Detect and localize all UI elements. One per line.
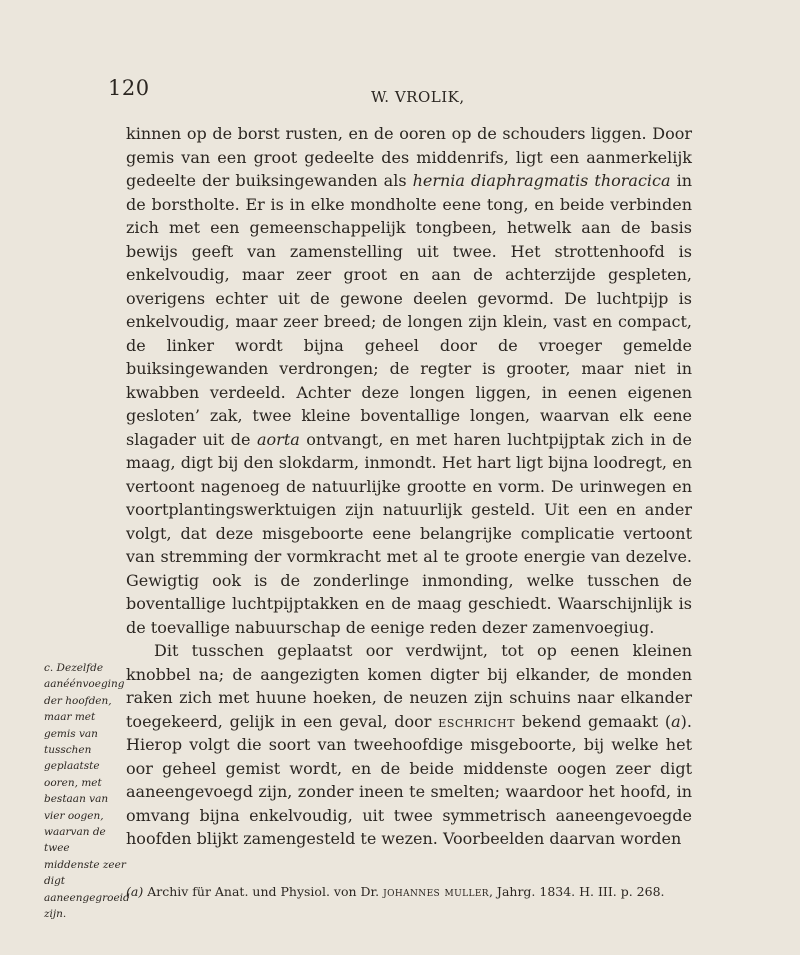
footnote-text-1: Archiv für Anat. und Physiol. von Dr. — [143, 884, 384, 899]
page-number: 120 — [108, 76, 150, 100]
p2-text-1: Dit tusschen geplaatst oor verdwijnt, tot op eenen kleinen knobbel na; de aangezigten komen digter bij elkander, de monden raken zich met huune hoeken, de neuzen zijn schuins naar elkander toegekeerd, gelijk in een geval, door — [126, 641, 692, 731]
footnote-author: johannes muller — [383, 884, 489, 899]
p1-emphasis-aorta: aorta — [257, 429, 300, 449]
footnote-text-2: , Jahrg. 1834. H. III. p. 268. — [488, 884, 665, 899]
footnote — [126, 884, 692, 900]
p1-text-2: in de borstholte. Er is in elke mondholte eene tong, en beide verbinden zich met een gemeenschappelijk tongbeen, hetwelk aan de basis bewijs geeft van zamenstelling uit twee. Het strottenhoofd is enkelvoudig, maar zeer groot en aan de achterzijde gespleten, overigens echter uit de gewone deelen gevormd. De luchtpijp is enkelvoudig, maar zeer breed; de longen zijn klein, vast en compact, de linker wordt bijna geheel door de vroeger gemelde buiksingewanden verdrongen; de regter is grooter, maar niet in kwabben verdeeld. Achter deze longen liggen, in eenen eigenen gesloten’ zak, twee kleine boventallige longen, waarvan elk eene slagader uit de — [126, 171, 692, 449]
p2-text-3: ). Hierop volgt die soort van tweehoofdige misgeboorte, bij welke het oor geheel gemist wordt, en de beide middenste oogen zeer digt aaneengevoegd zijn, zonder ineen te smelten; waardoor het hoofd, in omvang bijna enkelvoudig, uit twee symmetrisch aaneengevoegde hoofden blijkt zamengesteld te wezen. Voorbeelden daarvan worden — [126, 711, 692, 848]
paragraph-2 — [126, 639, 692, 851]
running-head: W. VROLIK, — [371, 88, 465, 106]
marginal-note-text: aanéénvoeging der hoofden, maar met gemis van tusschen geplaatste ooren, met bestaan van vier oogen, waarvan de twee middenste zeer digt aaneengegroeid zijn. — [44, 678, 130, 921]
p1-text-3: ontvangt, en met haren luchtpijptak zich in de maag, digt bij den slokdarm, inmondt. Het hart ligt bijna loodregt, en vertoont nagenoeg de natuurlijke grootte en vorm. De urinwegen en voortplantingswerktuigen zijn natuurlijk gesteld. Uit een en ander volgt, dat deze misgeboorte eene belangrijke complicatie vertoont van stremming der vormkracht met al te groote energie van dezelve. Gewigtig ook is de zonderlinge inmonding, welke tusschen de boventallige luchtpijptakken en de maag geschiedt. Waarschijnlijk is de toevallige nabuurschap de eenige reden dezer zamenvoegiug. — [126, 429, 693, 637]
p2-author-eschricht: eschricht — [438, 711, 516, 731]
p2-text-2: bekend gemaakt ( — [515, 711, 672, 731]
paragraph-1 — [126, 122, 692, 639]
p2-footnote-ref: a — [671, 711, 681, 731]
marginal-note — [44, 660, 130, 923]
p1-text-1: kinnen op de borst rusten, en de ooren op de schouders liggen. Door gemis van een groot gedeelte des middenrifs, ligt een aanmerkelijk gedeelte der buiksingewanden als — [126, 124, 692, 190]
footnote-ref: (a) — [126, 884, 144, 899]
p1-emphasis-hernia: hernia diaphragmatis thoracica — [412, 171, 671, 190]
main-text — [126, 122, 692, 851]
marginal-note-label: c. Dezelfde — [44, 662, 104, 674]
